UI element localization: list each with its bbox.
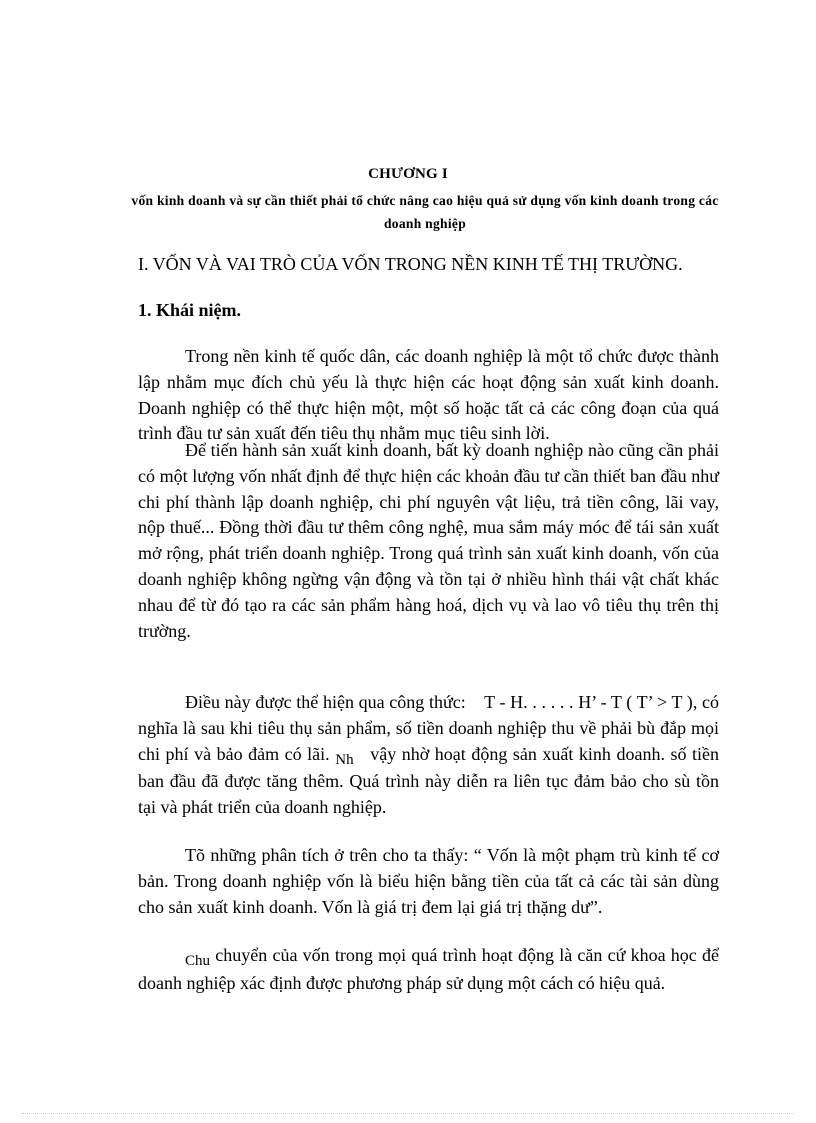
- paragraph-3-intro: Điều này được thể hiện qua công thức:: [185, 692, 466, 712]
- page-bottom-divider: [22, 1113, 794, 1114]
- paragraph-3-end: vậy nhờ hoạt động sản xuất kinh doanh. số tiền ban đầu đã được tăng thêm. Quá trình này diễn ra liên tục đảm bảo cho sù tồn tại và phát triển của doanh nghiệp.: [138, 743, 720, 818]
- paragraph-4: Tõ những phân tích ở trên cho ta thấy: “ Vốn là một phạm trù kinh tế cơ bản. Trong doanh nghiệp vốn là biểu hiện bằng tiền của tất cả các tài sản dùng cho sản xuất kinh doanh. Vốn là giá trị đem lại giá trị thặng dư”.: [138, 845, 719, 917]
- small-word-nh: Nh: [335, 751, 354, 768]
- chapter-title: CHƯƠNG I: [368, 166, 448, 182]
- subsection-heading: 1. Khái niệm.: [138, 300, 242, 320]
- paragraph-2: Để tiến hành sản xuất kinh doanh, bất kỳ doanh nghiệp nào cũng cần phải có một lượng vốn nhất định để thực hiện các khoản đầu tư cần thiết ban đầu như chi phí thành lập doanh nghiệp, chi phí nguyên vật liệu, trả tiền công, lãi vay, nộp thuế... Đồng thời đầu tư thêm công nghệ, mua sắm máy móc để tái sản xuất mở rộng, phát triển doanh nghiệp. Trong quá trình sản xuất kinh doanh, vốn của doanh nghiệp không ngừng vận động và tồn tại ở nhiều hình thái vật chất khác nhau để từ đó tạo ra các sản phẩm hàng hoá, dịch vụ và lao vô tiêu thụ trên thị trường.: [138, 440, 719, 641]
- paragraph-3: [138, 690, 719, 821]
- chapter-subtitle: vốn kinh doanh và sự cần thiết phải tổ chức nâng cao hiệu quả sử dụng vốn kinh doanh trong các doanh nghiệp: [131, 193, 719, 231]
- paragraph-5-text: chuyển của vốn trong mọi quá trình hoạt động là căn cứ khoa học để doanh nghiệp xác định được phương pháp sử dụng một cách có hiệu quả.: [138, 945, 719, 993]
- formula: T - H. . . . . . H’ - T ( T’ > T ): [484, 692, 693, 712]
- paragraph-5: [138, 943, 719, 997]
- small-word-chu: Chu: [185, 953, 211, 969]
- paragraph-1: Trong nền kinh tế quốc dân, các doanh nghiệp là một tổ chức được thành lập nhằm mục đích chủ yếu là thực hiện các hoạt động sản xuất kinh doanh. Doanh nghiệp có thể thực hiện một, một số hoặc tất cả các công đoạn của quá trình đầu tư sản xuất đến tiêu thụ nhằm mục tiêu sinh lời.: [138, 346, 719, 444]
- section-heading: I. VỐN VÀ VAI TRÒ CỦA VỐN TRONG NỀN KINH TẾ THỊ TRƯỜNG.: [138, 254, 683, 274]
- paragraph-3-middle: , có nghĩa là sau khi tiêu thụ sản phẩm, số tiền doanh nghiệp thu về phải bù đắp mọi chi phí và bảo đảm có lãi.: [138, 692, 719, 764]
